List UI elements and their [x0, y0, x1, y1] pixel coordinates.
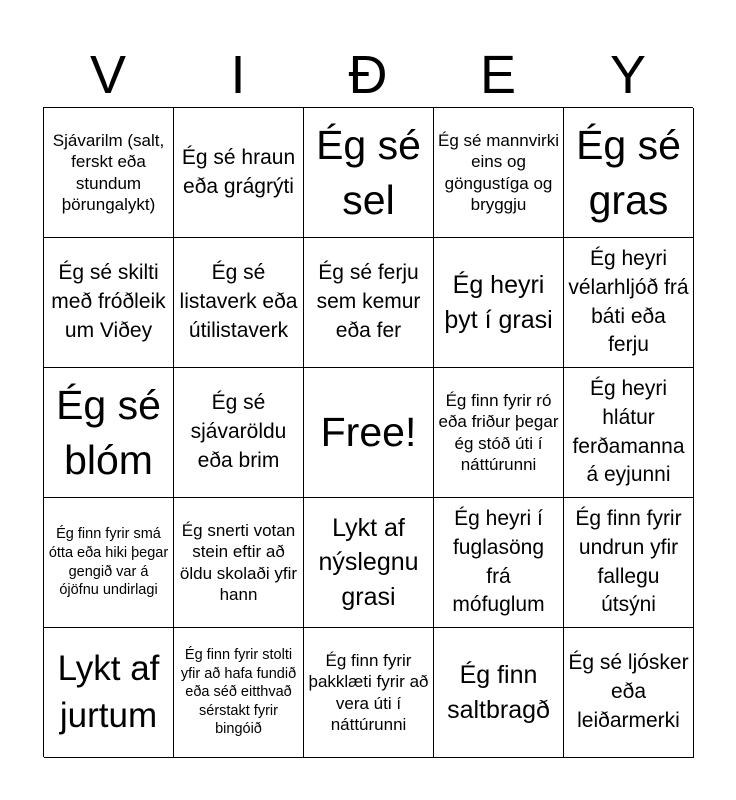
bingo-cell-text: Ég finn fyrir ró eða friður þegar ég stóð úti í náttúrunni — [438, 391, 559, 474]
header-letter-y: Y — [609, 45, 647, 105]
bingo-cell-r2c4[interactable] — [434, 238, 564, 368]
bingo-cell-text: Ég finn fyrir smá ótta eða hiki þegar gengið var á ójöfnu undirlagi — [48, 526, 169, 599]
bingo-cell-text: Ég sé hraun eða grágrýti — [181, 145, 296, 198]
bingo-cell-text: Ég sé skilti með fróðleik um Viðey — [51, 261, 166, 342]
bingo-cell-r4c3[interactable] — [304, 498, 434, 628]
bingo-cell-r2c3[interactable] — [304, 238, 434, 368]
bingo-cell-r4c4[interactable] — [434, 498, 564, 628]
bingo-cell-text: Ég finn fyrir stolti yfir að hafa fundið eða séð eitthvað sérstakt fyrir bingóið — [180, 647, 297, 738]
bingo-header — [43, 42, 693, 108]
bingo-cell-text: Ég heyri hlátur ferðamanna á eyjunni — [572, 376, 685, 487]
bingo-cell-text: Ég heyri í fuglasöng frá mófuglum — [452, 506, 545, 617]
bingo-cell-r3c5[interactable] — [564, 368, 694, 498]
bingo-cell-r1c5[interactable] — [564, 108, 694, 238]
bingo-cell-text: Ég sé blóm — [56, 382, 161, 483]
bingo-cell-text: Ég sé sel — [316, 122, 421, 223]
bingo-cell-r2c2[interactable] — [174, 238, 304, 368]
bingo-cell-text: Ég sé listaverk eða útilistaverk — [179, 261, 298, 342]
bingo-cell-text: Ég sé gras — [576, 122, 681, 223]
free-space-label: Free! — [320, 409, 417, 456]
bingo-cell-r4c2[interactable] — [174, 498, 304, 628]
bingo-cell-r5c2[interactable] — [174, 628, 304, 758]
bingo-cell-text: Ég heyri þyt í grasi — [444, 271, 553, 334]
bingo-cell-r5c4[interactable] — [434, 628, 564, 758]
bingo-cell-text: Lykt af jurtum — [57, 649, 160, 735]
bingo-cell-r5c1[interactable] — [44, 628, 174, 758]
bingo-cell-r1c1[interactable] — [44, 108, 174, 238]
bingo-cell-r1c3[interactable] — [304, 108, 434, 238]
bingo-cell-r5c5[interactable] — [564, 628, 694, 758]
bingo-cell-r1c4[interactable] — [434, 108, 564, 238]
header-letter-d: Ð — [348, 45, 388, 105]
bingo-cell-r3c4[interactable] — [434, 368, 564, 498]
bingo-cell-text: Lykt af nýslegnu grasi — [318, 513, 419, 611]
bingo-cell-r4c5[interactable] — [564, 498, 694, 628]
bingo-cell-text: Ég sé ljósker eða leiðarmerki — [568, 651, 689, 732]
header-letter-i: I — [230, 45, 246, 105]
bingo-cell-r3c1[interactable] — [44, 368, 174, 498]
bingo-cell-free[interactable] — [304, 368, 434, 498]
bingo-cell-r3c2[interactable] — [174, 368, 304, 498]
bingo-cell-text: Ég sé ferju sem kemur eða fer — [316, 261, 421, 342]
bingo-cell-text: Ég snerti votan stein eftir að öldu skolaði yfir hann — [179, 521, 298, 604]
header-letter-e: E — [479, 45, 517, 105]
bingo-board — [43, 107, 693, 757]
header-letter-v: V — [89, 45, 127, 105]
bingo-cell-r2c1[interactable] — [44, 238, 174, 368]
bingo-cell-r1c2[interactable] — [174, 108, 304, 238]
bingo-cell-text: Ég sé mannvirki eins og göngustíga og bryggju — [438, 131, 559, 214]
bingo-cell-text: Ég sé sjávaröldu eða brim — [190, 391, 287, 472]
bingo-cell-text: Sjávarilm (salt, ferskt eða stundum þörungalykt) — [52, 131, 165, 214]
bingo-cell-text: Ég heyri vélarhljóð frá báti eða ferju — [568, 246, 689, 357]
bingo-cell-text: Ég finn fyrir undrun yfir fallegu útsýni — [575, 506, 682, 617]
bingo-cell-r4c1[interactable] — [44, 498, 174, 628]
bingo-cell-text: Ég finn saltbragð — [447, 661, 550, 724]
bingo-cell-text: Ég finn fyrir þakklæti fyrir að vera úti í náttúrunni — [308, 651, 429, 734]
bingo-cell-r5c3[interactable] — [304, 628, 434, 758]
bingo-cell-r2c5[interactable] — [564, 238, 694, 368]
